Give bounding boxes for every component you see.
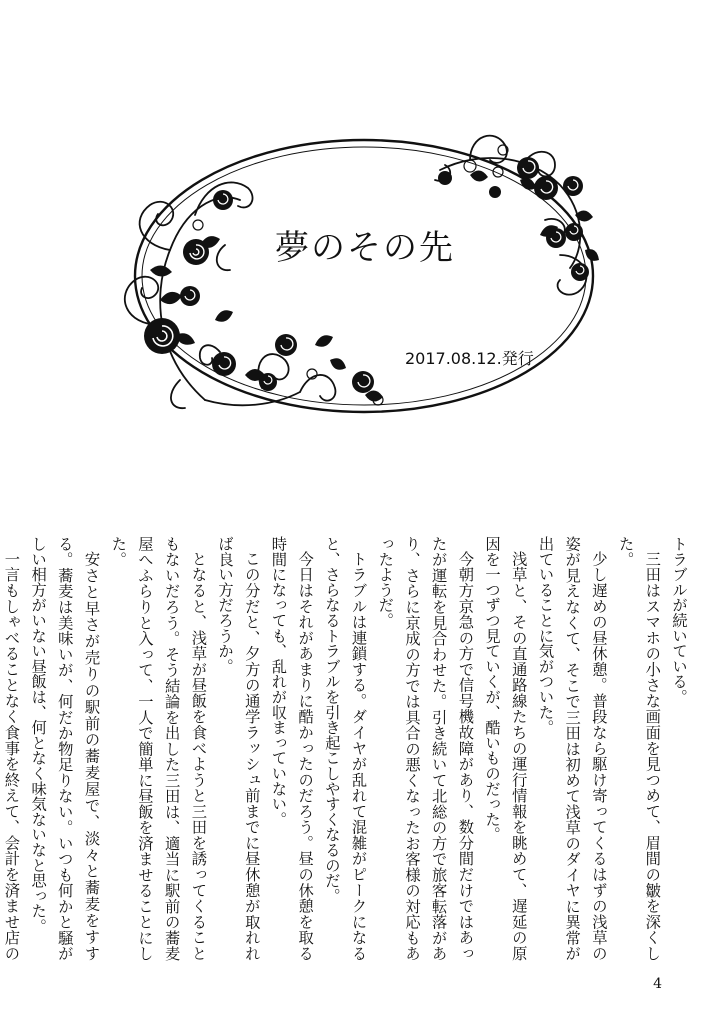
rose-icon (563, 176, 583, 196)
rose-icon (352, 371, 374, 393)
paragraph: 浅草と、その直通路線たちの運行情報を眺めて、遅延の原因を一つずつ見ていくが、酷いものだった。 (483, 536, 528, 961)
rose-icon (183, 239, 209, 265)
rose-icon (489, 186, 501, 198)
paragraph: 今日はそれがあまりに酷かったのだろう。昼の休憩を取る時間になっても、乱れが収まっていない。 (269, 536, 315, 961)
rose-icon (517, 157, 539, 179)
rose-icon (275, 334, 297, 356)
story-title: 夢のその先 (275, 228, 455, 268)
paragraph: となると、浅草が昼飯を食べようと三田を誘ってくることもないだろう。そう結論を出した三田は、適当に駅前の蕎麦屋へふらりと入って、一人で簡単に昼飯を済ませることにした。 (109, 536, 208, 961)
paragraph: 少し遅めの昼休憩。普段なら駆け寄ってくるはずの浅草の姿が見えなくて、そこで三田は初めて浅草のダイヤに異常が出ていることに気がついた。 (536, 536, 608, 961)
paragraph: トラブルは連鎖する。ダイヤが乱れて混雑がピークになると、さらなるトラブルを引き起こしやすくなるのだ。 (322, 536, 368, 961)
paragraph: この分だと、夕方の通学ラッシュ前までに昼休憩が取れれば良い方だろうか。 (216, 536, 261, 961)
paragraph: 安さと早さが売りの駅前の蕎麦屋で、淡々と蕎麦をすする。蕎麦は美味いが、何だか物足りない。いつも何かと騒がしい相方がいない昼飯は、何となく味気ないなと思った。 (29, 536, 101, 961)
paragraph: 今朝方京急の方で信号機故障があり、数分間だけではあったが運転を見合わせた。引き続いて北総の方で旅客転落があり、さらに京成の方では具合の悪くなったお客様の対応もあったようだ。 (376, 536, 475, 961)
rose-icon (144, 318, 180, 354)
paragraph: トラブルが続いている。 (670, 536, 688, 705)
rose-icon (534, 176, 558, 200)
rose-icon (180, 286, 200, 306)
rose-icon (212, 352, 236, 376)
rose-icon (565, 223, 583, 241)
rose-icon (546, 228, 566, 248)
story-body (2, 536, 692, 961)
paragraph: 一言もしゃべることなく食事を終えて、会計を済ませ店の (2, 551, 21, 961)
paragraph: 三田はスマホの小さな画面を見つめて、眉間の皺を深くした。 (616, 536, 662, 961)
rose-icon (259, 373, 277, 391)
publication-date: 2017.08.12.発行 (405, 349, 534, 368)
rose-icon (438, 171, 452, 185)
rose-icon (213, 190, 233, 210)
page-number: 4 (653, 976, 662, 992)
rose-icon (571, 263, 589, 281)
